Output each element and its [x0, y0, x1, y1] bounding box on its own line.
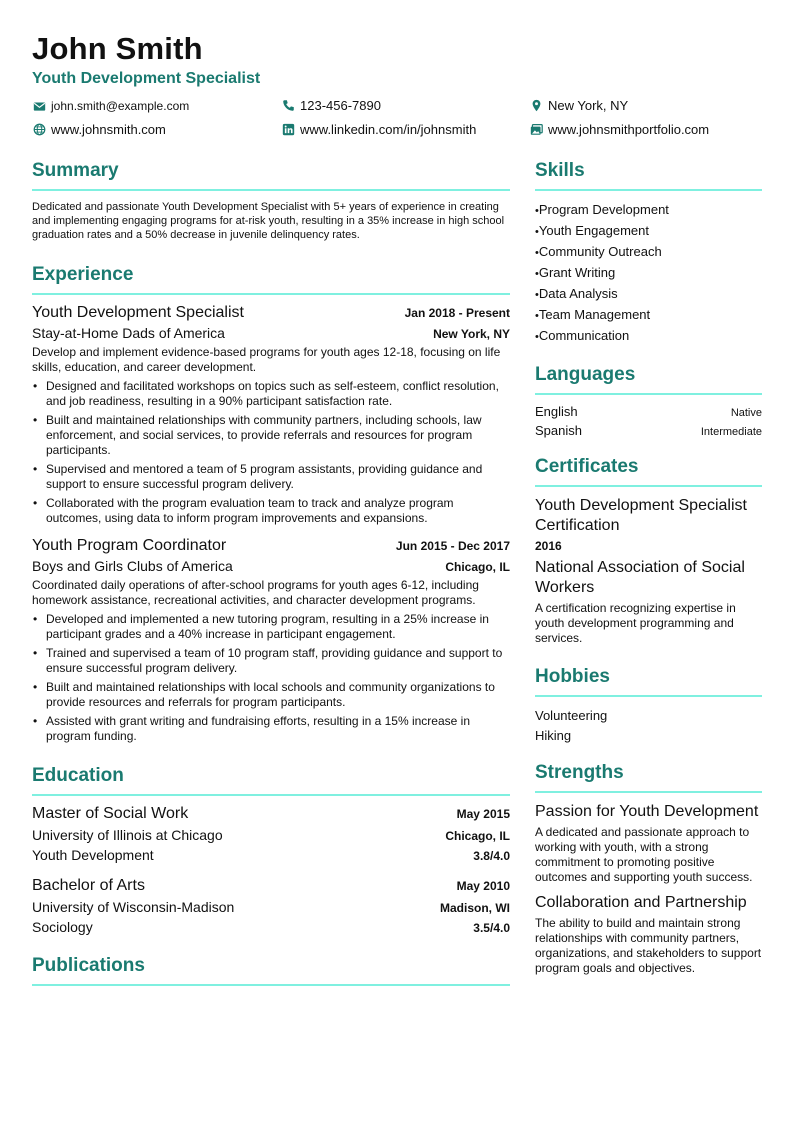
skills-list — [535, 200, 762, 347]
skill-item: • Team Management — [535, 305, 762, 326]
strength-item — [535, 893, 762, 976]
job-bullet: • Collaborated with the program evaluation team to track and analyze program outcomes, using data to inform program improvements and expansions. — [32, 496, 510, 526]
hobbies-heading: Hobbies — [535, 666, 762, 697]
job-bullet: • Built and maintained relationships with community partners, including schools, law enforcement, and social services, to provide referrals and resources for program participants. — [32, 413, 510, 458]
job-description: Coordinated daily operations of after-school programs for youth ages 6-12, including homework assistance, recreational activities, and character development programs. — [32, 578, 479, 607]
job-bullet: • Supervised and mentored a team of 5 program assistants, providing guidance and support to ensure successful program delivery. — [32, 462, 510, 492]
job-bullet: • Developed and implemented a new tutoring program, resulting in a 25% increase in participant grades and a 40% increase in participant engagement. — [32, 612, 510, 642]
education-heading: Education — [32, 765, 510, 796]
job-bullets — [32, 379, 510, 526]
phone-icon — [281, 99, 295, 113]
envelope-icon — [32, 99, 46, 113]
contact-location — [529, 98, 628, 113]
school: University of Wisconsin-Madison — [32, 899, 235, 915]
portfolio-icon — [529, 123, 543, 137]
contact-portfolio[interactable] — [529, 122, 709, 137]
job-location: New York, NY — [433, 327, 510, 341]
experience-heading: Experience — [32, 264, 510, 295]
education-date: May 2010 — [456, 879, 510, 893]
linkedin-icon — [281, 123, 295, 137]
publications-heading: Publications — [32, 955, 510, 986]
phone-text: 123-456-7890 — [300, 98, 381, 113]
main-column — [32, 160, 510, 995]
website-text: www.johnsmith.com — [51, 122, 166, 137]
school-location: Madison, WI — [440, 901, 510, 915]
contact-website[interactable] — [32, 122, 166, 137]
job-entry — [32, 537, 510, 744]
skill-item: • Data Analysis — [535, 284, 762, 305]
languages-heading: Languages — [535, 364, 762, 395]
strength-item — [535, 802, 762, 885]
summary-text: Dedicated and passionate Youth Development Specialist with 5+ years of experience in creating and implementing engaging programs for at-risk youth, resulting in a 35% increase in high school graduation rates and a 50% decrease in juvenile delinquency rates. — [32, 201, 505, 241]
email-text: john.smith@example.com — [51, 99, 190, 113]
portfolio-text: www.johnsmithportfolio.com — [548, 122, 710, 137]
job-entry — [32, 304, 510, 526]
map-pin-icon — [529, 99, 543, 113]
certificate-item — [535, 496, 762, 553]
strength-description: A dedicated and passionate approach to working with youth, with a strong commitment to promoting positive outcomes and supporting youth success. — [535, 825, 753, 884]
certificate-year: 2016 — [535, 539, 562, 553]
summary-heading: Summary — [32, 160, 510, 191]
skills-heading: Skills — [535, 160, 762, 191]
job-date: Jan 2018 - Present — [404, 306, 510, 320]
candidate-name: John Smith — [32, 31, 203, 66]
skill-item: • Community Outreach — [535, 242, 762, 263]
education-entry — [32, 877, 510, 935]
contact-phone[interactable] — [281, 98, 381, 113]
globe-icon — [32, 123, 46, 137]
skill-item: • Grant Writing — [535, 263, 762, 284]
strength-name: Collaboration and Partnership — [535, 894, 747, 911]
job-date: Jun 2015 - Dec 2017 — [395, 539, 510, 553]
certificate-name: Youth Development Specialist Certification — [535, 497, 747, 534]
certificates-heading: Certificates — [535, 456, 762, 487]
language-item — [535, 423, 762, 438]
strength-description: The ability to build and maintain strong relationships with community partners, organizations, and stakeholders to support program goals and objectives. — [535, 916, 762, 975]
job-bullet: • Built and maintained relationships with local schools and community organizations to provide resources and referrals for program participants. — [32, 680, 510, 710]
language-name: English — [535, 404, 578, 419]
side-column — [535, 160, 762, 984]
job-title: Youth Program Coordinator — [32, 537, 227, 554]
certificate-item — [535, 558, 762, 646]
language-level: Intermediate — [700, 426, 762, 438]
strength-name: Passion for Youth Development — [535, 803, 759, 820]
job-bullets — [32, 612, 510, 744]
degree: Bachelor of Arts — [32, 877, 145, 894]
contact-email[interactable] — [32, 99, 189, 113]
job-title: Youth Development Specialist — [32, 304, 244, 321]
gpa: 3.5/4.0 — [473, 921, 510, 935]
candidate-title: Youth Development Specialist — [32, 70, 261, 87]
skill-item: • Communication — [535, 326, 762, 347]
job-bullet: • Designed and facilitated workshops on topics such as self-esteem, conflict resolution, and job readiness, resulting in a 90% participant satisfaction rate. — [32, 379, 510, 409]
certificate-name: National Association of Social Workers — [535, 559, 745, 596]
job-location: Chicago, IL — [445, 560, 510, 574]
language-item — [535, 404, 762, 419]
skill-item: • Youth Engagement — [535, 221, 762, 242]
education-date: May 2015 — [456, 807, 510, 821]
job-company: Boys and Girls Clubs of America — [32, 558, 233, 574]
skill-item: • Program Development — [535, 200, 762, 221]
linkedin-text: www.linkedin.com/in/johnsmith — [300, 122, 477, 137]
school: University of Illinois at Chicago — [32, 827, 223, 843]
contact-linkedin[interactable] — [281, 122, 476, 137]
field-of-study: Sociology — [32, 919, 93, 935]
certificate-description: A certification recognizing expertise in youth development programming and services. — [535, 601, 736, 645]
job-description: Develop and implement evidence-based programs for youth ages 12-18, focusing on life skills, education, and career development. — [32, 345, 501, 374]
education-entry — [32, 805, 510, 863]
job-bullet: • Assisted with grant writing and fundraising efforts, resulting in a 15% increase in program funding. — [32, 714, 510, 744]
hobby-item: Hiking — [535, 728, 572, 743]
degree: Master of Social Work — [32, 805, 189, 822]
hobby-item: Volunteering — [535, 708, 608, 723]
job-company: Stay-at-Home Dads of America — [32, 325, 225, 341]
school-location: Chicago, IL — [445, 829, 510, 843]
field-of-study: Youth Development — [32, 847, 154, 863]
gpa: 3.8/4.0 — [473, 849, 510, 863]
language-level: Native — [730, 407, 762, 419]
job-bullet: • Trained and supervised a team of 10 program staff, providing guidance and support to ensure successful program delivery. — [32, 646, 510, 676]
language-name: Spanish — [535, 423, 582, 438]
strengths-heading: Strengths — [535, 762, 762, 793]
location-text: New York, NY — [548, 98, 629, 113]
